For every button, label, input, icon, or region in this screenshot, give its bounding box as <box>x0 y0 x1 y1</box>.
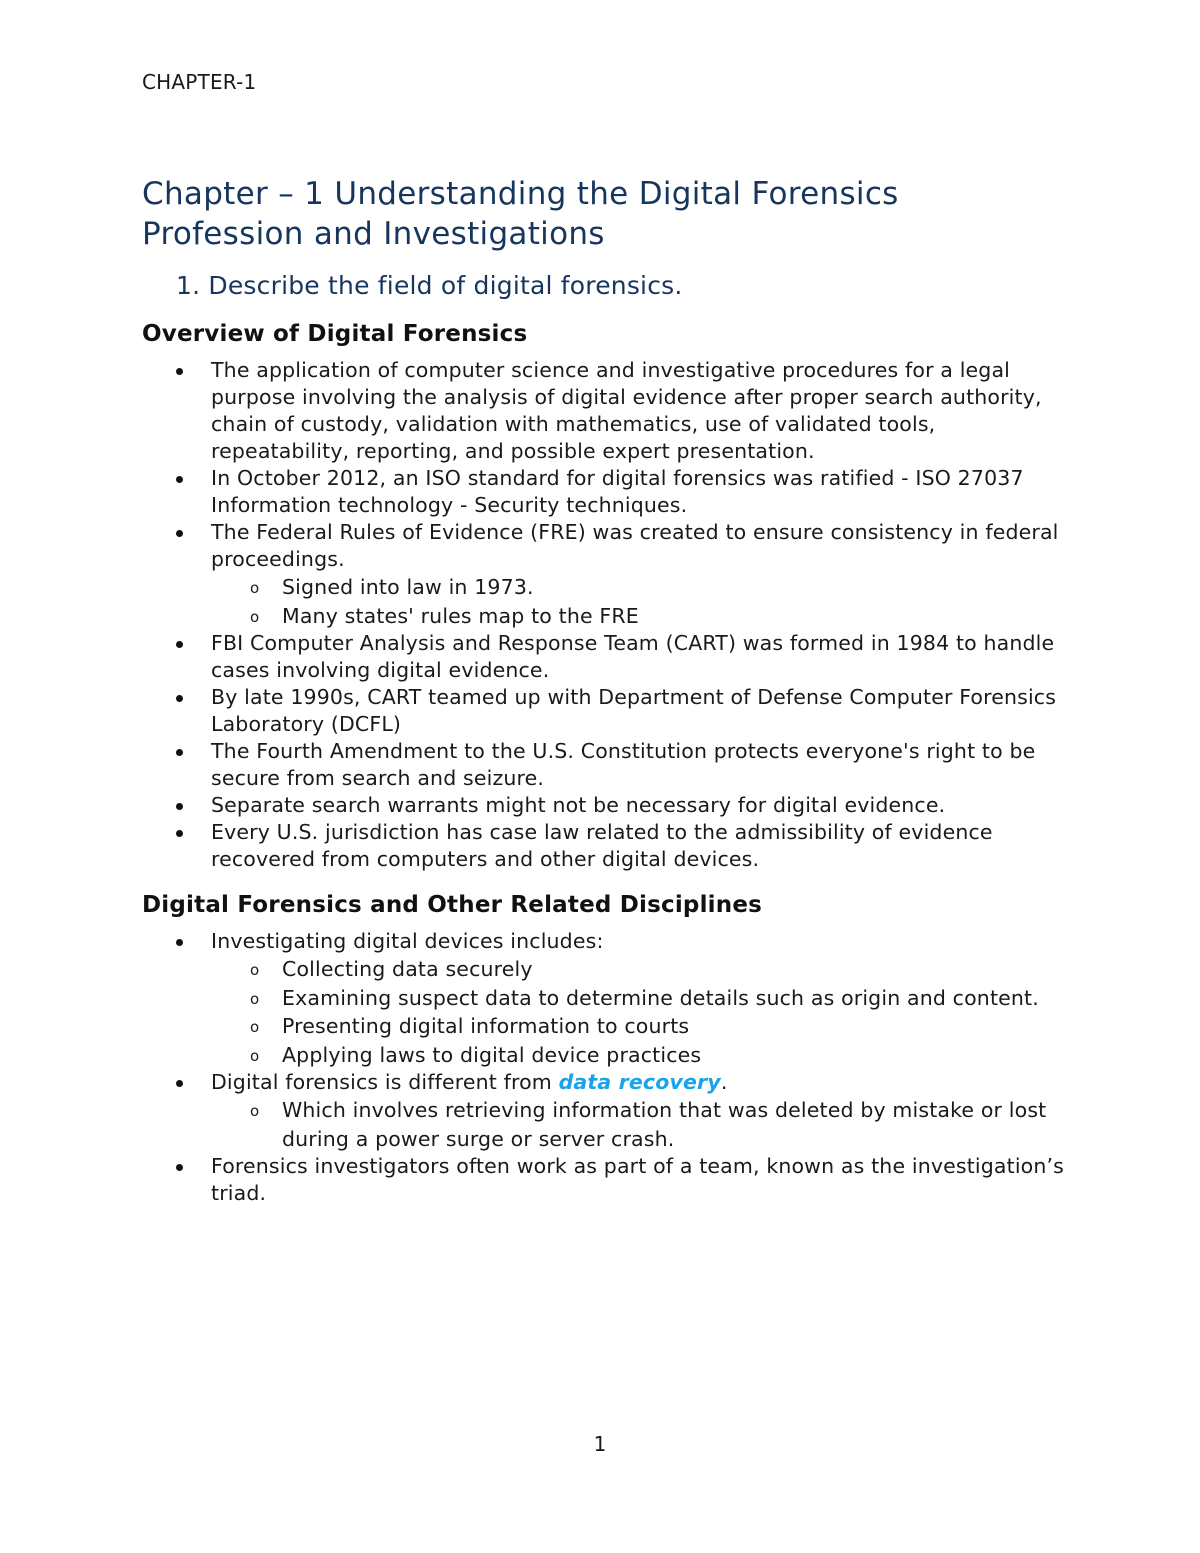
bullet-icon <box>176 1080 183 1087</box>
bullet-icon <box>176 695 183 702</box>
sub-list-item-text: Presenting digital information to courts <box>282 1014 690 1038</box>
sub-bullet-icon: o <box>250 579 260 597</box>
list-item-text: Investigating digital devices includes: <box>211 929 604 953</box>
list-item-text: Every U.S. jurisdiction has case law related to the admissibility of evidence recovered from computers and other digital devices. <box>211 820 993 871</box>
bullet-icon <box>176 1164 183 1171</box>
sub-list-item-text: Which involves retrieving information that was deleted by mistake or lost during a power surge or server crash. <box>282 1098 1047 1151</box>
related-disciplines-bullet-list <box>142 928 1072 1207</box>
sub-bullet-icon: o <box>250 1046 260 1065</box>
sub-list-item <box>211 1096 1072 1153</box>
list-item <box>142 1153 1072 1207</box>
list-item-text: Forensics investigators often work as part of a team, known as the investigation’s triad. <box>211 1154 1065 1205</box>
sub-list-item <box>211 1012 1072 1041</box>
list-item <box>142 465 1072 519</box>
overview-bullet-list <box>142 357 1072 873</box>
sub-bullet-icon: o <box>250 989 260 1008</box>
bullet-icon <box>176 939 183 946</box>
sub-list-item <box>211 984 1072 1013</box>
list-item-text: The Fourth Amendment to the U.S. Constitution protects everyone's right to be secure from search and seizure. <box>211 739 1036 790</box>
sub-list-item-text: Collecting data securely <box>282 957 533 981</box>
list-item <box>142 819 1072 873</box>
page-number: 1 <box>593 1432 607 1456</box>
document-title <box>142 174 1042 254</box>
list-item-text: In October 2012, an ISO standard for digital forensics was ratified - ISO 27037 Information technology - Security techniques. <box>211 466 1024 517</box>
section-heading-overview: Overview of Digital Forensics <box>142 321 528 347</box>
bullet-icon <box>176 641 183 648</box>
sub-list-item <box>211 955 1072 984</box>
list-item-text: FBI Computer Analysis and Response Team (CART) was formed in 1984 to handle cases involving digital evidence. <box>211 631 1055 682</box>
list-item <box>142 357 1072 465</box>
bullet-icon <box>176 368 183 375</box>
list-item-text: The application of computer science and investigative procedures for a legal purpose involving the analysis of digital evidence after proper search authority, chain of custody, validation with mathematics, use of validated tools, repeatability, reporting, and possible expert presentation. <box>211 358 1042 463</box>
list-item-text-before: Digital forensics is different from <box>211 1070 559 1094</box>
numbered-heading: 1. Describe the field of digital forensics. <box>176 271 683 300</box>
list-item <box>142 519 1072 630</box>
list-item <box>142 684 1072 738</box>
sub-list <box>211 1096 1072 1153</box>
sub-list-item-text: Examining suspect data to determine details such as origin and content. <box>282 985 1039 1010</box>
list-item <box>142 630 1072 684</box>
sub-bullet-icon: o <box>250 1102 260 1120</box>
sub-list-item-text: Signed into law in 1973. <box>282 575 534 599</box>
sub-list <box>211 955 1072 1069</box>
list-item-text: By late 1990s, CART teamed up with Department of Defense Computer Forensics Laboratory (DCFL) <box>211 685 1057 736</box>
list-item-text: The Federal Rules of Evidence (FRE) was created to ensure consistency in federal proceedings. <box>211 520 1059 571</box>
sub-list-item <box>211 602 1072 631</box>
sub-bullet-icon: o <box>250 1018 260 1036</box>
list-item <box>142 738 1072 792</box>
sub-list-item-text: Many states' rules map to the FRE <box>282 603 639 628</box>
bullet-icon <box>176 530 183 537</box>
list-item <box>142 928 1072 1069</box>
sub-list-item-text: Applying laws to digital device practices <box>282 1042 702 1067</box>
data-recovery-highlight: data recovery <box>558 1070 721 1094</box>
bullet-icon <box>176 749 183 756</box>
list-item <box>142 792 1072 819</box>
bullet-icon <box>176 476 183 483</box>
list-item <box>142 1069 1072 1153</box>
sub-list-item <box>211 573 1072 602</box>
list-item-text: Separate search warrants might not be necessary for digital evidence. <box>211 793 946 817</box>
sub-bullet-icon: o <box>250 961 260 979</box>
sub-bullet-icon: o <box>250 607 260 626</box>
bullet-icon <box>176 830 183 837</box>
sub-list-item <box>211 1041 1072 1070</box>
list-item-text-after: . <box>720 1070 728 1094</box>
document-title-line-2: Profession and Investigations <box>142 216 605 252</box>
document-title-line-1: Chapter – 1 Understanding the Digital Forensics <box>142 176 899 212</box>
running-header: CHAPTER-1 <box>142 70 257 94</box>
section-heading-related-disciplines: Digital Forensics and Other Related Disciplines <box>142 892 763 918</box>
sub-list <box>211 573 1072 630</box>
bullet-icon <box>176 803 183 810</box>
